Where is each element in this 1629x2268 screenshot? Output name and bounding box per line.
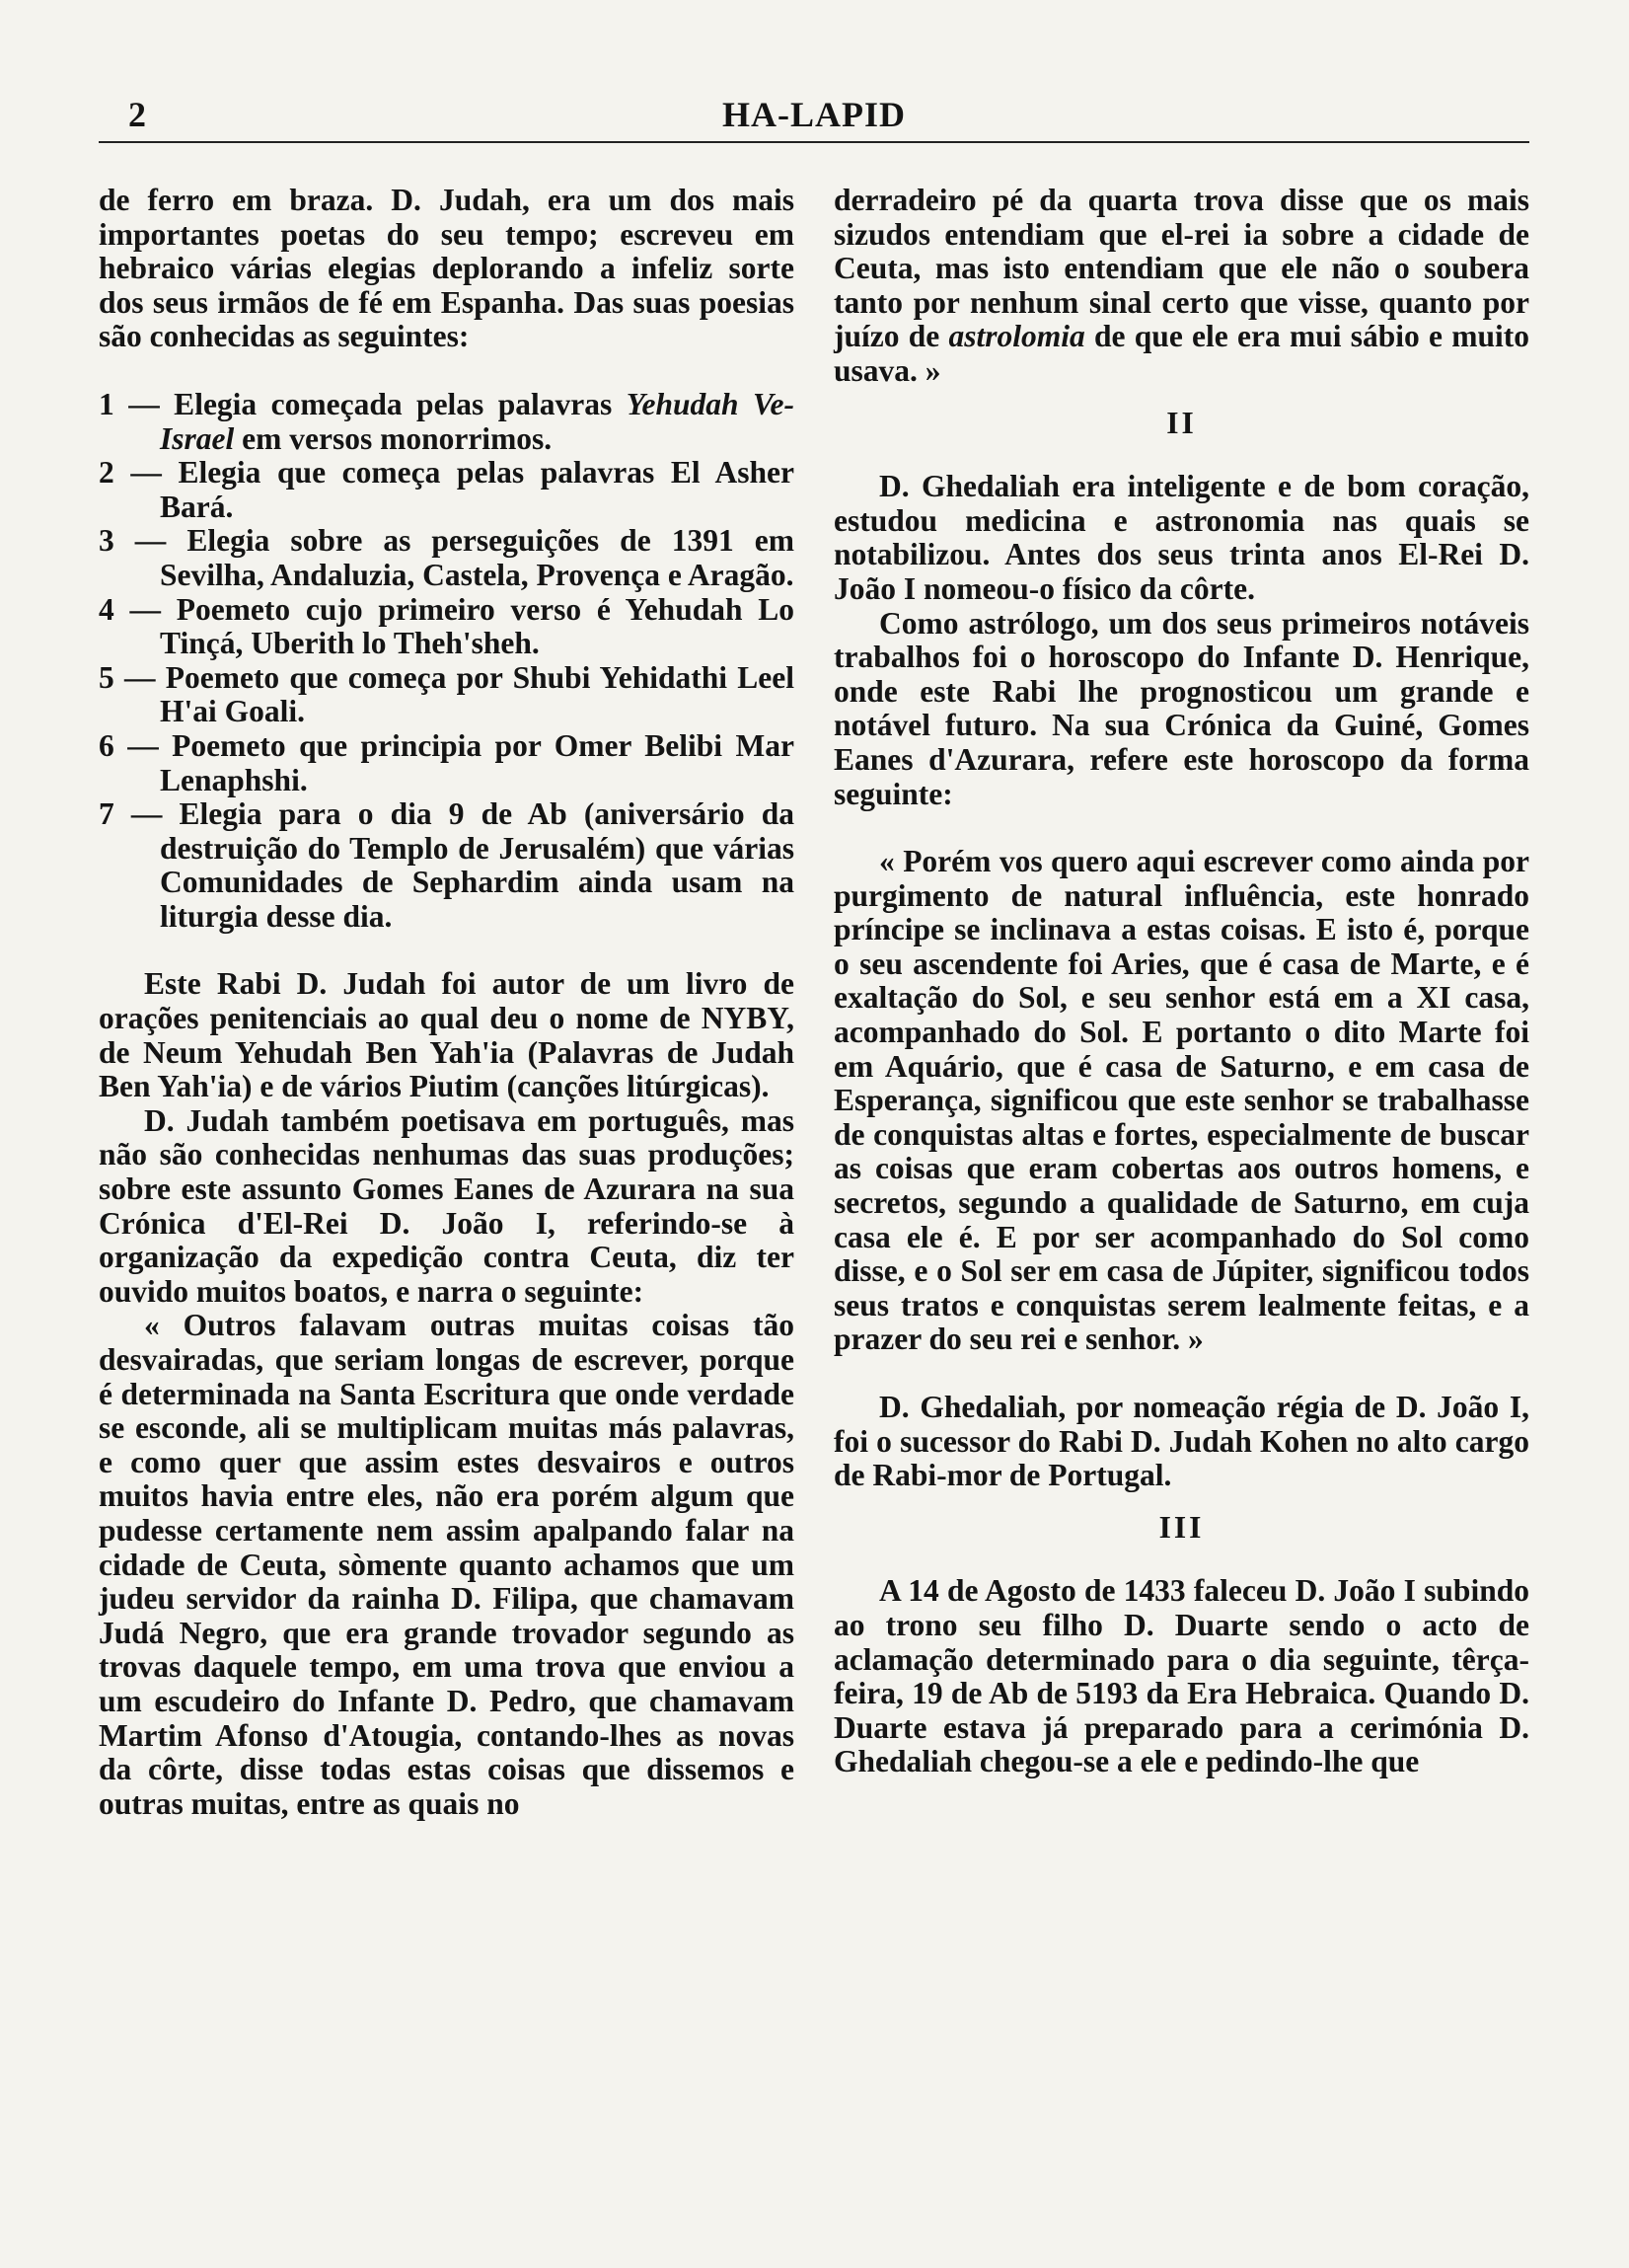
left-column <box>99 184 794 1821</box>
section-heading-ii: II <box>1166 405 1197 440</box>
duarte-paragraph: A 14 de Agosto de 1433 faleceu D. João I subindo ao trono seu filho D. Duarte sendo o acto de aclamação determinado para o dia seguinte, têrça-feira, 19 de Ab de 5193 da Era Hebraica. Quando D. Duarte estava já preparado para a cerimónia D. Ghedaliah chegou-se a ele e pedindo-lhe que <box>834 1573 1529 1779</box>
page-header <box>99 94 1529 143</box>
quote-continuation: derradeiro pé da quarta trova disse que os mais sizudos entendiam que el-rei ia sobre a cidade de Ceuta, mas isto entendiam que ele não o soubera tanto por nenhum sinal certo que visse, quanto por juízo de astrolomia de que ele era mui sábio e muito usava. » <box>834 183 1529 388</box>
list-item: 5 — Poemeto que começa por Shubi Yehidathi Leel H'ai Goali. <box>99 659 794 729</box>
ghedaliah-paragraph: D. Ghedaliah era inteligente e de bom coração, estudou medicina e astronomia nas quais se notabilizou. Antes dos seus trinta anos El-Rei D. João I nomeou-o físico da côrte. <box>834 469 1529 606</box>
intro-paragraph: de ferro em braza. D. Judah, era um dos mais importantes poetas do seu tempo; escreveu em hebraico várias elegias deplorando a infeliz sorte dos seus irmãos de fé em Espanha. Das suas poesias são conhecidas as seguintes: <box>99 183 794 354</box>
poems-list <box>99 388 794 935</box>
list-item: 2 — Elegia que começa pelas palavras El Asher Bará. <box>99 455 794 524</box>
nyby-paragraph: Este Rabi D. Judah foi autor de um livro de orações penitenciais ao qual deu o nome de NYBY, de Neum Yehudah Ben Yah'ia (Palavras de Judah Ben Yah'ia) e de vários Piutim (canções litúrgicas). <box>99 966 794 1104</box>
running-title: HA-LAPID <box>722 95 906 134</box>
right-column <box>834 184 1529 1779</box>
rabi-mor-paragraph: D. Ghedaliah, por nomeação régia de D. João I, foi o sucessor do Rabi D. Judah Kohen no alto cargo de Rabi-mor de Portugal. <box>834 1390 1529 1493</box>
portuguese-poetry-paragraph: D. Judah também poetisava em português, mas não são conhecidas nenhumas das suas produções; sobre este assunto Gomes Eanes de Azurara na sua Crónica d'El-Rei D. João I, referindo-se à organização da expedição contra Ceuta, diz ter ouvido muitos boatos, e narra o seguinte: <box>99 1102 794 1309</box>
list-item: 3 — Elegia sobre as perseguições de 1391 em Sevilha, Andaluzia, Castela, Provença e Aragão. <box>99 523 794 592</box>
section-heading-iii: III <box>1158 1509 1205 1545</box>
horoscope-paragraph: Como astrólogo, um dos seus primeiros notáveis trabalhos foi o horoscopo do Infante D. Henrique, onde este Rabi lhe prognosticou um grande e notável futuro. Na sua Crónica da Guiné, Gomes Eanes d'Azurara, refere este horoscopo da forma seguinte: <box>834 605 1529 811</box>
page-number: 2 <box>128 95 146 134</box>
list-item: 4 — Poemeto cujo primeiro verso é Yehudah Lo Tinçá, Uberith lo Theh'sheh. <box>99 591 794 661</box>
list-item: 7 — Elegia para o dia 9 de Ab (aniversário da destruição do Templo de Jerusalém) que várias Comunidades de Sephardim ainda usam na liturgia desse dia. <box>99 796 794 934</box>
list-item: 6 — Poemeto que principia por Omer Belibi Mar Lenaphshi. <box>99 727 794 797</box>
azurara-quote-paragraph: « Outros falavam outras muitas coisas tão desvairadas, que seriam longas de escrever, porque é determinada na Santa Escritura que onde verdade se esconde, ali se multiplicam muitas más palavras, e como quer que assim estes desvairos e outros muitos havia entre eles, não era porém algum que pudesse certamente nem assim apalpando falar na cidade de Ceuta, sòmente quanto achamos que um judeu servidor da rainha D. Filipa, que chamavam Judá Negro, que era grande trovador segundo as trovas daquele tempo, em uma trova que enviou a um escudeiro do Infante D. Pedro, que chamavam Martim Afonso d'Atougia, contando-lhes as novas da côrte, disse todas estas coisas que dissemos e outras muitas, entre as quais no <box>99 1308 794 1821</box>
list-item: 1 — Elegia começada pelas palavras Yehudah Ve-Israel em versos monorrimos. <box>99 386 795 456</box>
horoscope-quote: « Porém vos quero aqui escrever como ainda por purgimento de natural influência, este honrado príncipe se inclinava a estas coisas. E isto é, porque o seu ascendente foi Aries, que é casa de Marte, e é exaltação do Sol, e seu senhor está em a XI casa, acompanhado do Sol. E portanto o dito Marte foi em Aquário, que é casa de Saturno, e em casa de Esperança, significou que este senhor se trabalhasse de conquistas altas e fortes, especialmente de buscar as coisas que eram cobertas aos outros homens, e secretos, segundo a qualidade de Saturno, em cuja casa ele é. E por ser acompanhado do Sol como disse, e o Sol ser em casa de Júpiter, significou todos seus tratos e conquistas serem lealmente feitas, e a prazer do seu rei e senhor. » <box>834 844 1529 1357</box>
